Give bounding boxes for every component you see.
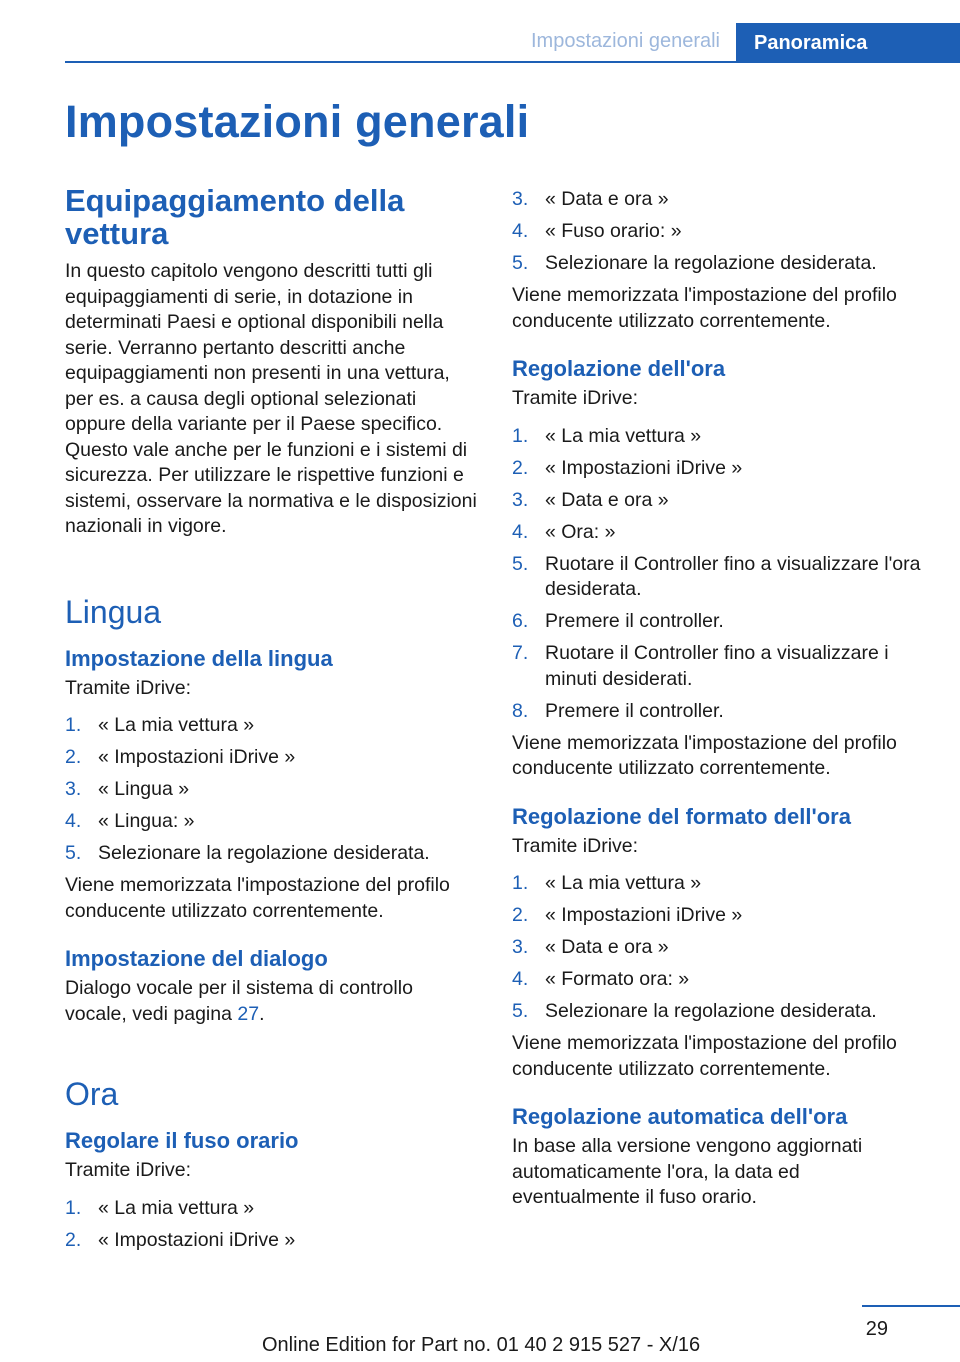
step-text: « La mia vettura » [545,872,702,894]
intro-text: Tramite iDrive: [512,834,639,857]
step-text: « Lingua » [98,778,190,800]
chapter-lingua: Lingua [65,593,162,630]
time-zone-steps-list [65,1196,480,1254]
step-text: « Lingua: » [98,810,195,832]
dialog-paragraph [65,976,480,1027]
tab-panoramica[interactable]: Panoramica [736,23,960,63]
heading-language-setting: Impostazione della lingua [65,645,333,671]
step-text: « Ora: » [545,520,616,543]
step-text: « Formato ora: » [545,968,690,990]
list-item [512,699,927,725]
equipment-heading: Equipaggiamento della vettura [65,183,405,251]
step-text: « Impostazioni iDrive » [545,904,743,926]
list-item [512,219,927,245]
list-item [512,609,927,635]
heading-time-format: Regolazione del formato dell'ora [512,803,851,829]
left-column [65,184,480,1260]
chapter-ora: Ora [65,1076,119,1112]
step-text: « Data e ora » [545,188,669,210]
footer-rule [862,1305,960,1307]
step-number: 1. [512,424,529,447]
step-number: 5. [512,252,529,274]
step-text: « La mia vettura » [98,1196,255,1219]
step-text: « Impostazioni iDrive » [98,1228,296,1251]
list-item [65,841,480,867]
list-item [65,713,480,739]
intro-text: Tramite iDrive: [512,387,639,409]
equipment-paragraph: In questo capitolo vengono descritti tutti gli equipaggiamenti di serie, in dotazione in determinati Paesi e optional disponibili nella serie. Verranno pertanto descritti anche equipaggiamenti non presenti in una vettura, per es. a causa degli optional selezionati oppure della variante per il Paese specifico. Questo vale anche per le funzioni e i sistemi di sicurezza. Per utilizzare le rispettive funzioni e sistemi, osservare la normativa e le disposizioni nazionali in vigore. [65,260,477,537]
page-reference-link[interactable]: 27 [237,1002,260,1025]
list-item [512,488,927,514]
step-number: 2. [512,904,529,926]
step-number: 3. [65,778,82,800]
automatic-time-paragraph: In base alla versione vengono aggiornati automaticamente l'ora, la data ed eventualmente il fuso orario. [512,1135,863,1208]
list-item [512,967,927,993]
list-item [512,935,927,961]
list-item [512,903,927,929]
step-number: 3. [512,188,529,210]
list-item [512,456,927,482]
step-number: 5. [512,1000,529,1022]
profile-note: Viene memorizzata l'impostazione del profilo conducente utilizzato correntemente. [512,1032,897,1080]
language-steps-list [65,713,480,867]
step-text: « Data e ora » [545,936,669,958]
step-text: « Impostazioni iDrive » [98,746,296,768]
heading-automatic-time: Regolazione automatica dell'ora [512,1104,848,1129]
list-item [512,641,927,692]
step-text: Selezionare la regolazione desiderata. [545,252,877,274]
list-item [65,777,480,803]
step-number: 1. [512,872,529,894]
list-item [65,809,480,835]
step-number: 5. [512,552,529,575]
heading-time-zone: Regolare il fuso orario [65,1128,299,1153]
step-number: 4. [65,810,82,832]
list-item [512,552,927,603]
step-text: Ruotare il Controller fino a visualizzare l'ora desiderata. [545,552,921,600]
right-column [512,184,927,1211]
step-number: 5. [65,842,82,864]
step-number: 6. [512,610,529,632]
heading-time-setting: Regolazione dell'ora [512,356,726,381]
intro-text: Tramite iDrive: [65,676,192,699]
list-item [512,999,927,1025]
step-text: Ruotare il Controller fino a visualizzare i minuti desiderati. [545,642,889,690]
time-format-steps-list [512,871,927,1025]
step-number: 3. [512,488,529,511]
list-item [65,1196,480,1222]
step-number: 3. [512,936,529,958]
step-number: 2. [65,746,82,768]
step-text: Premere il controller. [545,699,724,722]
step-text: « Impostazioni iDrive » [545,456,743,479]
step-number: 2. [65,1228,82,1251]
step-number: 7. [512,642,529,664]
step-text: Selezionare la regolazione desiderata. [545,1000,877,1022]
list-item [512,251,927,277]
step-number: 4. [512,520,529,543]
time-steps-list [512,424,927,725]
list-item [512,187,927,213]
dialog-text-end: . [259,1002,265,1025]
step-text: « La mia vettura » [545,424,702,447]
list-item [65,1228,480,1254]
edition-footer: Online Edition for Part no. 01 40 2 915 527 - X/16 [262,1334,701,1356]
page-title: Impostazioni generali [65,96,530,147]
step-text: « Fuso orario: » [545,220,682,242]
step-number: 4. [512,220,529,242]
breadcrumb[interactable]: Impostazioni generali [531,30,720,52]
profile-note: Viene memorizzata l'impostazione del profilo conducente utilizzato correntemente. [65,874,450,922]
step-number: 1. [65,714,82,736]
step-number: 2. [512,456,529,479]
list-item [512,871,927,897]
step-text: « La mia vettura » [98,714,255,736]
list-item [512,424,927,450]
profile-note: Viene memorizzata l'impostazione del profilo conducente utilizzato correntemente. [512,284,897,332]
intro-text: Tramite iDrive: [65,1159,192,1181]
profile-note: Viene memorizzata l'impostazione del profilo conducente utilizzato correntemente. [512,731,897,779]
time-zone-steps-continued [512,187,927,277]
step-text: Premere il controller. [545,610,724,632]
step-text: « Data e ora » [545,488,669,511]
dialog-text: Dialogo vocale per il sistema di controllo vocale, vedi pagina [65,977,413,1025]
step-number: 1. [65,1196,82,1219]
list-item [65,745,480,771]
step-text: Selezionare la regolazione desiderata. [98,842,430,864]
step-number: 8. [512,699,529,722]
page-number: 29 [865,1318,888,1340]
step-number: 4. [512,968,529,990]
heading-dialog-setting: Impostazione del dialogo [65,946,328,971]
list-item [512,520,927,546]
